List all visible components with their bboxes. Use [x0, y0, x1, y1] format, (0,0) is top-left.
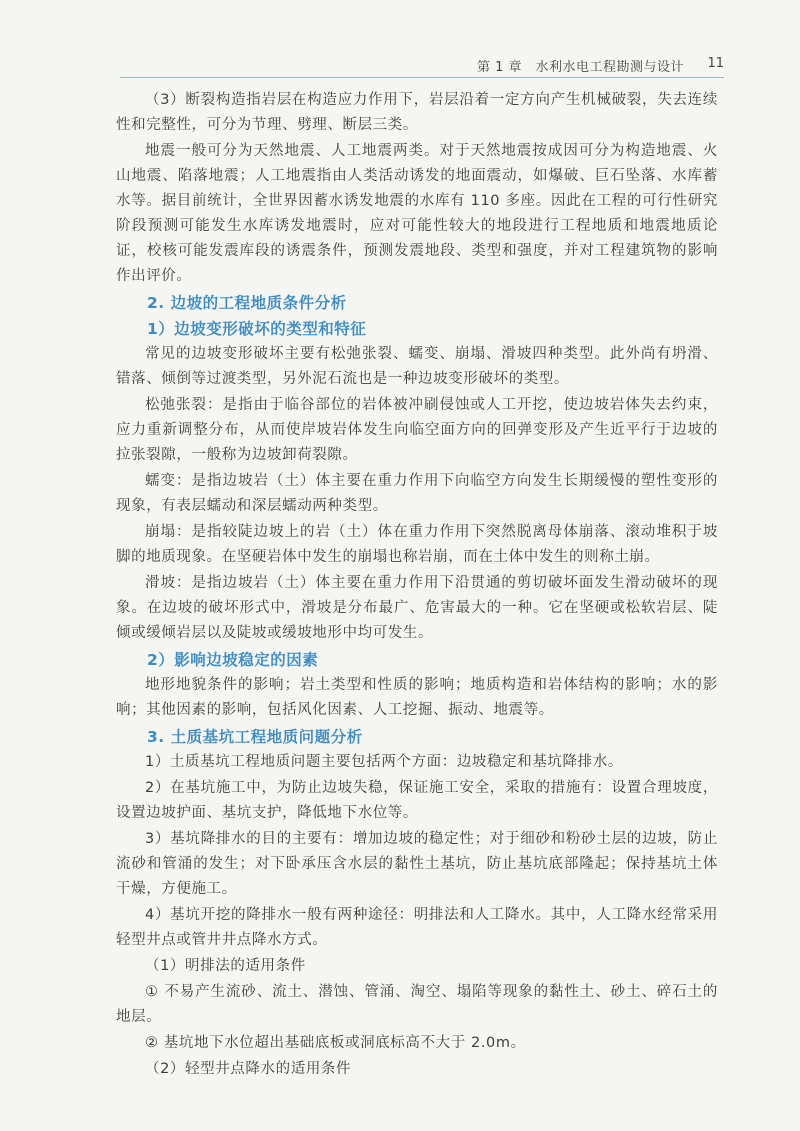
page-body: [116, 88, 718, 1083]
section-heading-slope-geology: 2. 边坡的工程地质条件分析: [147, 294, 347, 312]
paragraph-pit-item-1: 1）土质基坑工程地质问题主要包括两个方面：边坡稳定和基坑降排水。: [145, 754, 623, 770]
paragraph-collapse: 崩塌：是指较陡边坡上的岩（土）体在重力作用下突然脱离母体崩落、滚动堆积于坡脚的地质现象。在坚硬岩体中发生的崩塌也称岩崩，而在土体中发生的则称土崩。: [116, 524, 718, 565]
paragraph-wellpoint-heading: （2）轻型井点降水的适用条件: [145, 1061, 352, 1077]
paragraph-creep: 蠕变：是指边坡岩（土）体主要在重力作用下向临空方向发生长期缓慢的塑性变形的现象，有表层蠕动和深层蠕动两种类型。: [116, 473, 718, 514]
header-rule: [120, 77, 724, 78]
paragraph-open-drainage-heading: （1）明排法的适用条件: [145, 958, 306, 974]
paragraph-slope-types: 常见的边坡变形破坏主要有松弛张裂、蠕变、崩塌、滑坡四种类型。此外尚有坍滑、错落、倾倒等过渡类型，另外泥石流也是一种边坡变形破坏的类型。: [116, 346, 718, 387]
page-number: 11: [707, 56, 724, 71]
paragraph-open-drainage-condition-1: ① 不易产生流砂、流土、潜蚀、管涌、淘空、塌陷等现象的黏性土、砂土、碎石土的地层。: [116, 984, 718, 1025]
subsection-heading-slope-deformation: 1）边坡变形破坏的类型和特征: [147, 320, 367, 338]
chapter-title: 第 1 章 水利水电工程勘测与设计: [476, 60, 684, 75]
paragraph-open-drainage-condition-2: ② 基坑地下水位超出基础底板或洞底标高不大于 2.0m。: [145, 1035, 526, 1051]
paragraph-pit-item-2: 2）在基坑施工中，为防止边坡失稳，保证施工安全，采取的措施有：设置合理坡度，设置边坡护面、基坑支护，降低地下水位等。: [116, 780, 718, 821]
paragraph-pit-item-3: 3）基坑降排水的目的主要有：增加边坡的稳定性；对于细砂和粉砂土层的边坡，防止流砂和管涌的发生；对下卧承压含水层的黏性土基坑，防止基坑底部隆起；保持基坑土体干燥，方便施工。: [116, 831, 718, 897]
paragraph-relaxation-cracking: 松弛张裂：是指由于临谷部位的岩体被冲刷侵蚀或人工开挖，使边坡岩体失去约束，应力重新调整分布，从而使岸坡岩体发生向临空面方向的回弹变形及产生近平行于边坡的拉张裂隙，一般称为边坡卸荷裂隙。: [116, 397, 718, 463]
paragraph-stability-factors: 地形地貌条件的影响；岩土类型和性质的影响；地质构造和岩体结构的影响；水的影响；其他因素的影响，包括风化因素、人工挖掘、振动、地震等。: [116, 677, 718, 718]
section-heading-foundation-pit: 3. 土质基坑工程地质问题分析: [147, 728, 363, 746]
paragraph-fault-structure: （3）断裂构造指岩层在构造应力作用下，岩层沿着一定方向产生机械破裂，失去连续性和完整性，可分为节理、劈理、断层三类。: [116, 92, 718, 133]
subsection-heading-slope-stability-factors: 2）影响边坡稳定的因素: [147, 651, 319, 669]
running-header: [120, 52, 724, 78]
paragraph-pit-item-4: 4）基坑开挖的降排水一般有两种途径：明排法和人工降水。其中，人工降水经常采用轻型井点或管井井点降水方式。: [116, 907, 718, 948]
paragraph-landslide: 滑坡：是指边坡岩（土）体主要在重力作用下沿贯通的剪切破坏面发生滑动破坏的现象。在边坡的破坏形式中，滑坡是分布最广、危害最大的一种。它在坚硬或松软岩层、陡倾或缓倾岩层以及陡坡或缓坡地形中均可发生。: [116, 575, 718, 641]
paragraph-earthquake: 地震一般可分为天然地震、人工地震两类。对于天然地震按成因可分为构造地震、火山地震、陷落地震；人工地震指由人类活动诱发的地面震动，如爆破、巨石坠落、水库蓄水等。据目前统计，全世界因蓄水诱发地震的水库有 110 多座。因此在工程的可行性研究阶段预测可能发生水库诱发地震时，应对可能性较大的地段进行工程地质和地震地质论证，校核可能发震库段的诱震条件，预测发震地段、类型和强度，并对工程建筑物的影响作出评价。: [116, 143, 718, 284]
